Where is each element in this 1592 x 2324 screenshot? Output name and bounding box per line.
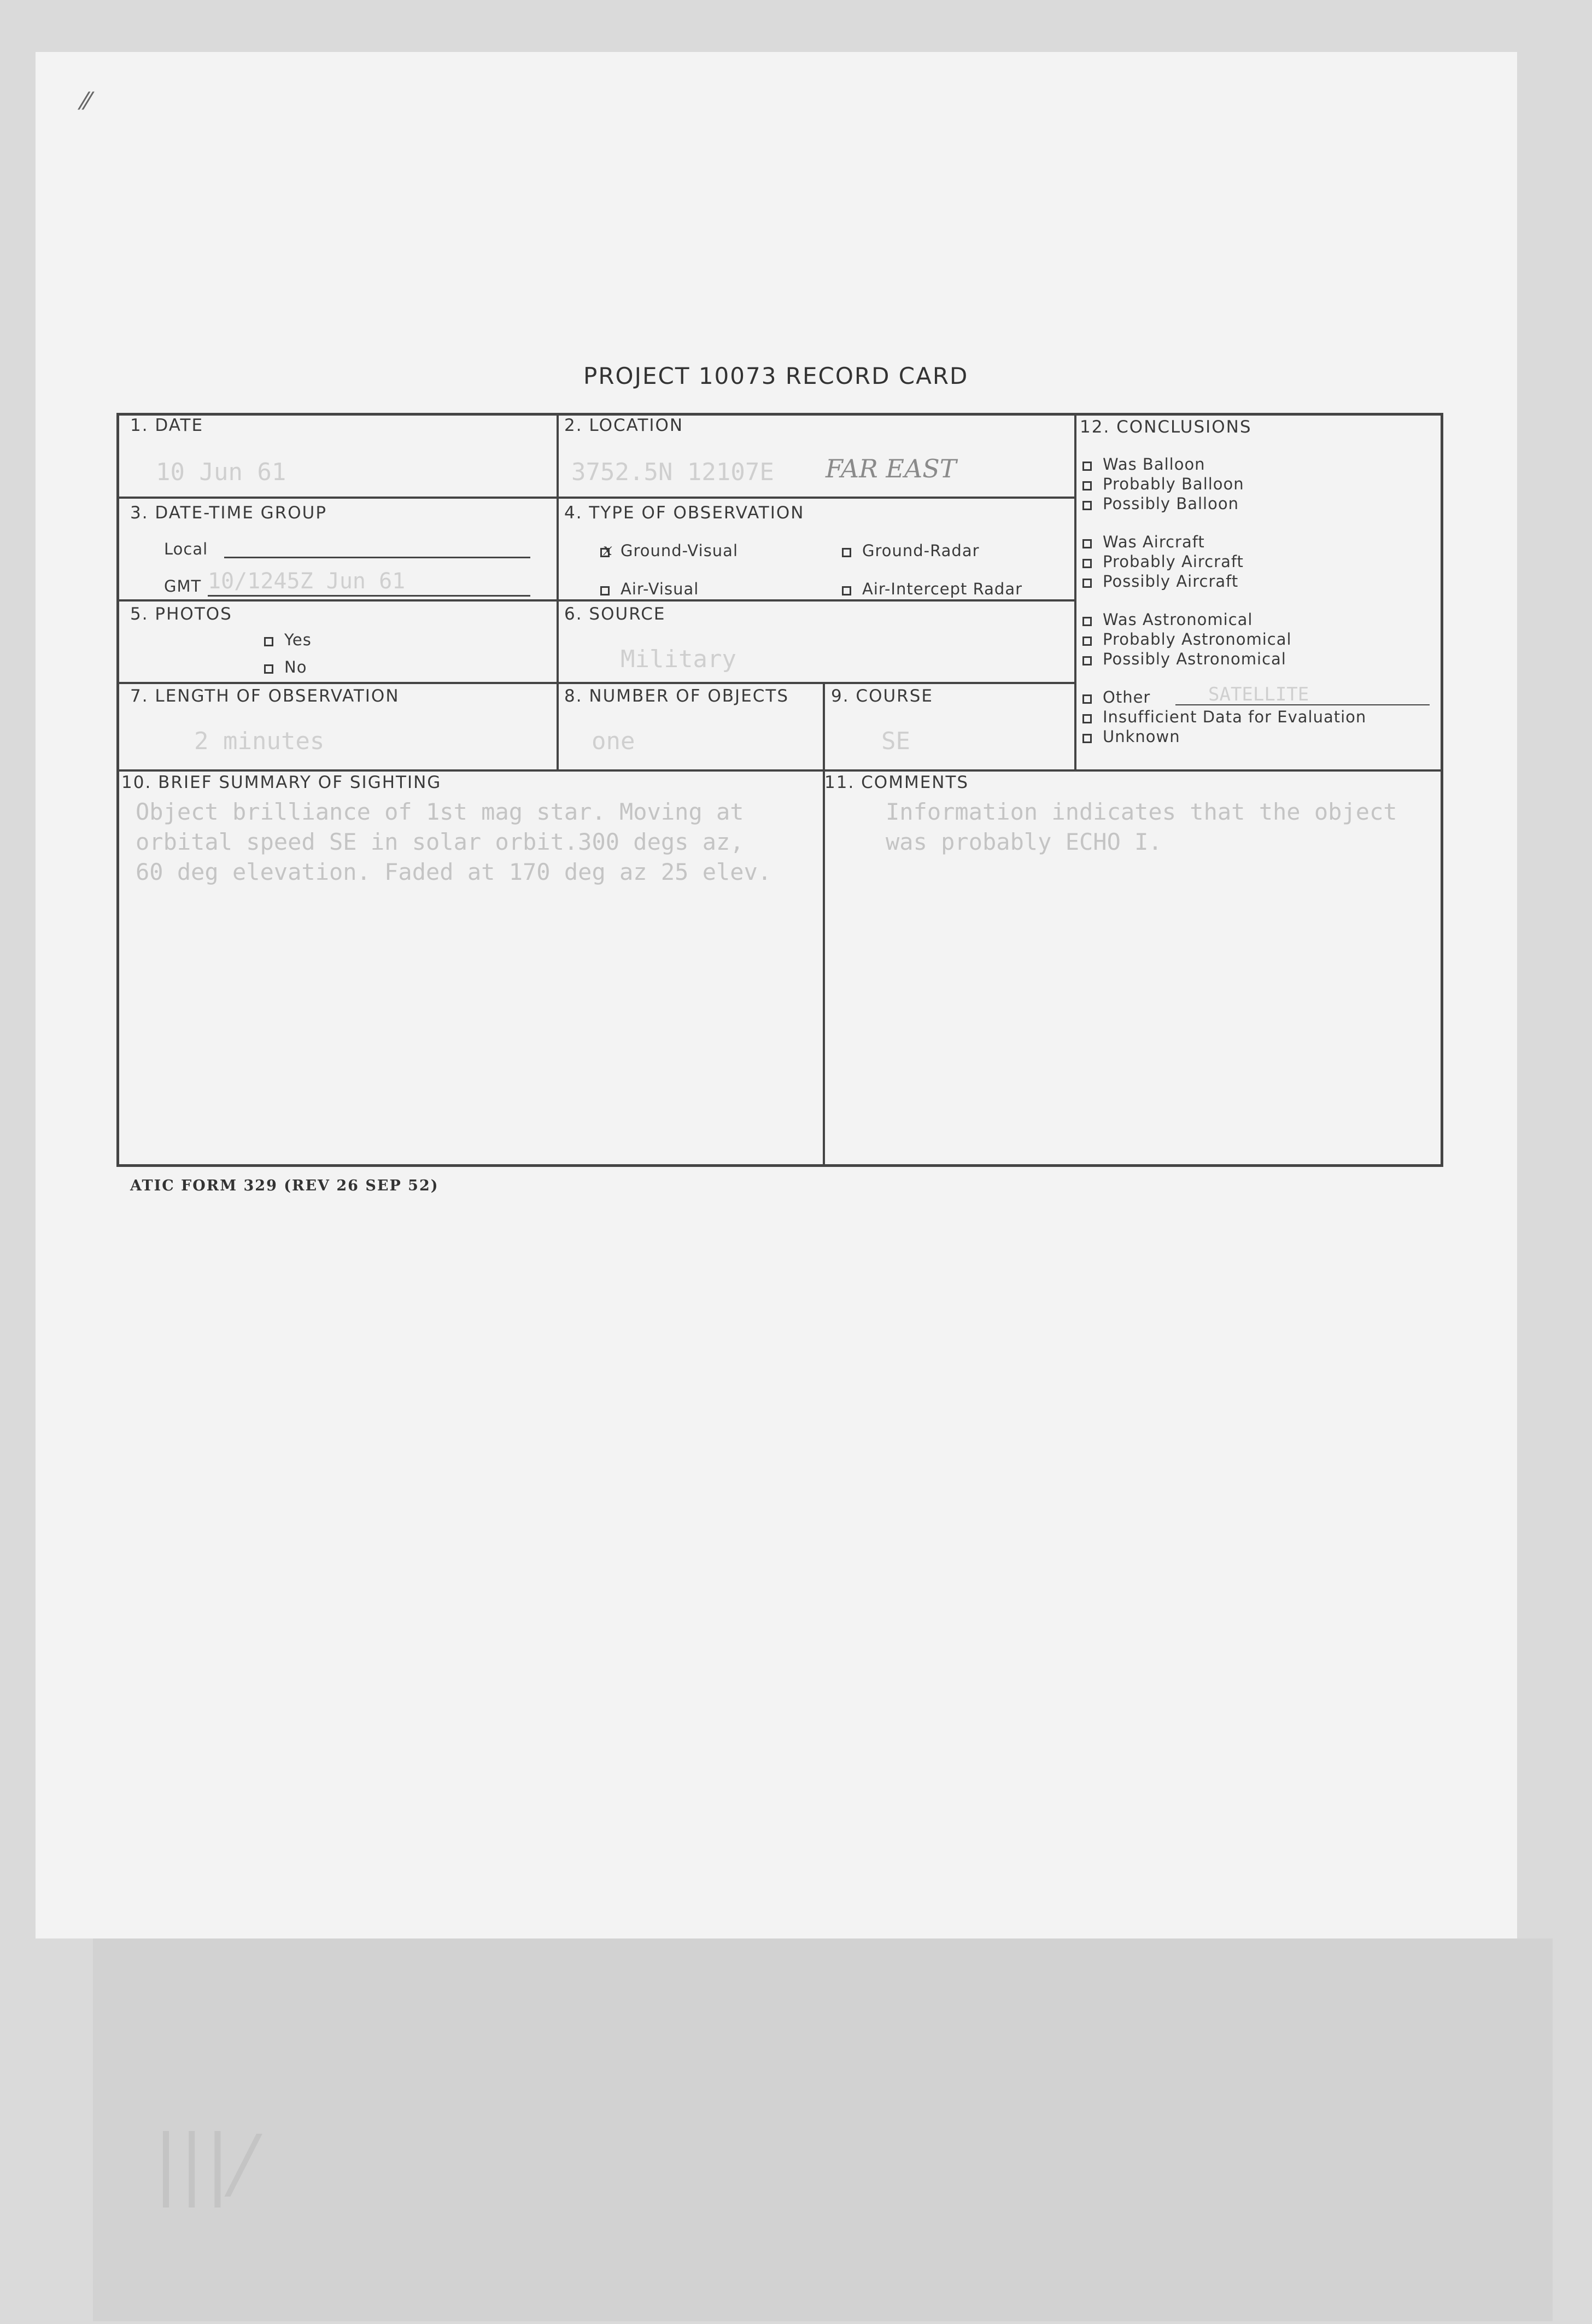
- checkbox-icon: [1082, 734, 1092, 743]
- gmt-underline: [208, 595, 530, 597]
- gmt-value: 10/1245Z Jun 61: [208, 569, 406, 594]
- local-label: Local: [164, 540, 208, 558]
- conclusion-probably-astronomical[interactable]: Probably Astronomical: [1082, 630, 1292, 649]
- location-label: 2. LOCATION: [564, 416, 684, 435]
- source-label: 6. SOURCE: [564, 604, 666, 624]
- location-value: 3752.5N 12107E: [571, 458, 774, 486]
- checkbox-icon: [264, 664, 273, 674]
- length-of-observation-value: 2 minutes: [194, 727, 325, 755]
- length-of-observation-label: 7. LENGTH OF OBSERVATION: [130, 686, 400, 706]
- comments-line-2: was probably ECHO I.: [886, 828, 1162, 855]
- checkbox-icon: [842, 586, 851, 595]
- conclusion-other[interactable]: Other: [1082, 688, 1150, 706]
- number-of-objects-label: 8. NUMBER OF OBJECTS: [564, 686, 789, 706]
- checkbox-icon: [1082, 714, 1092, 723]
- comments-label: 11. COMMENTS: [824, 773, 969, 792]
- summary-line-2: orbital speed SE in solar orbit.300 degs az,: [136, 828, 744, 855]
- checkbox-icon: [264, 637, 273, 646]
- date-label: 1. DATE: [130, 416, 204, 435]
- other-value: SATELLITE: [1208, 684, 1309, 705]
- summary-label: 10. BRIEF SUMMARY OF SIGHTING: [121, 773, 442, 792]
- checkbox-icon: [600, 586, 610, 595]
- course-label: 9. COURSE: [831, 686, 933, 706]
- conclusion-possibly-astronomical[interactable]: Possibly Astronomical: [1082, 650, 1286, 668]
- conclusions-label: 12. CONCLUSIONS: [1080, 417, 1252, 437]
- number-of-objects-value: one: [592, 727, 635, 755]
- corner-mark: ⁄⁄: [82, 87, 90, 115]
- conclusion-was-balloon[interactable]: Was Balloon: [1082, 455, 1205, 474]
- option-ground-visual[interactable]: Ground-Visual: [600, 541, 738, 560]
- checkbox-icon: [1082, 462, 1092, 471]
- film-strip-background: [93, 1938, 1553, 2321]
- comments-line-1: Information indicates that the object: [886, 798, 1397, 825]
- check-mark-x: x: [603, 540, 612, 559]
- conclusion-was-aircraft[interactable]: Was Aircraft: [1082, 533, 1205, 551]
- conclusion-was-astronomical[interactable]: Was Astronomical: [1082, 610, 1252, 629]
- local-underline: [224, 557, 530, 558]
- conclusion-insufficient-data[interactable]: Insufficient Data for Evaluation: [1082, 708, 1366, 726]
- conclusion-unknown[interactable]: Unknown: [1082, 727, 1180, 746]
- conclusion-possibly-aircraft[interactable]: Possibly Aircraft: [1082, 572, 1238, 591]
- conclusion-probably-balloon[interactable]: Probably Balloon: [1082, 475, 1244, 493]
- checkbox-icon: [1082, 501, 1092, 510]
- gmt-label: GMT: [164, 577, 202, 595]
- card-title: PROJECT 10073 RECORD CARD: [583, 363, 969, 389]
- option-photos-yes[interactable]: Yes: [264, 630, 312, 649]
- course-value: SE: [881, 727, 910, 755]
- source-value: Military: [621, 645, 736, 673]
- summary-line-1: Object brilliance of 1st mag star. Moving at: [136, 798, 744, 825]
- checkbox-icon: [1082, 656, 1092, 665]
- checkbox-icon: [1082, 539, 1092, 548]
- option-ground-radar[interactable]: Ground-Radar: [842, 541, 980, 560]
- checkbox-icon: [1082, 637, 1092, 646]
- conclusion-probably-aircraft[interactable]: Probably Aircraft: [1082, 552, 1244, 571]
- checkbox-icon: [1082, 481, 1092, 491]
- checkbox-icon: [1082, 559, 1092, 568]
- photos-label: 5. PHOTOS: [130, 604, 232, 624]
- date-time-group-label: 3. DATE-TIME GROUP: [130, 503, 327, 523]
- option-photos-no[interactable]: No: [264, 658, 307, 676]
- location-handwritten-note: FAR EAST: [826, 454, 957, 483]
- checkbox-icon: [842, 548, 851, 557]
- checkbox-icon: [1082, 617, 1092, 626]
- option-air-visual[interactable]: Air-Visual: [600, 580, 699, 598]
- checkbox-icon: [1082, 694, 1092, 704]
- conclusion-possibly-balloon[interactable]: Possibly Balloon: [1082, 494, 1239, 513]
- option-air-intercept-radar[interactable]: Air-Intercept Radar: [842, 580, 1022, 598]
- summary-line-3: 60 deg elevation. Faded at 170 deg az 25 elev.: [136, 859, 772, 885]
- form-identifier: ATIC FORM 329 (REV 26 SEP 52): [130, 1177, 439, 1194]
- checkbox-icon: [1082, 579, 1092, 588]
- type-of-observation-label: 4. TYPE OF OBSERVATION: [564, 503, 805, 523]
- date-value: 10 Jun 61: [156, 458, 286, 486]
- edge-scribble: |||/: [153, 2119, 256, 2208]
